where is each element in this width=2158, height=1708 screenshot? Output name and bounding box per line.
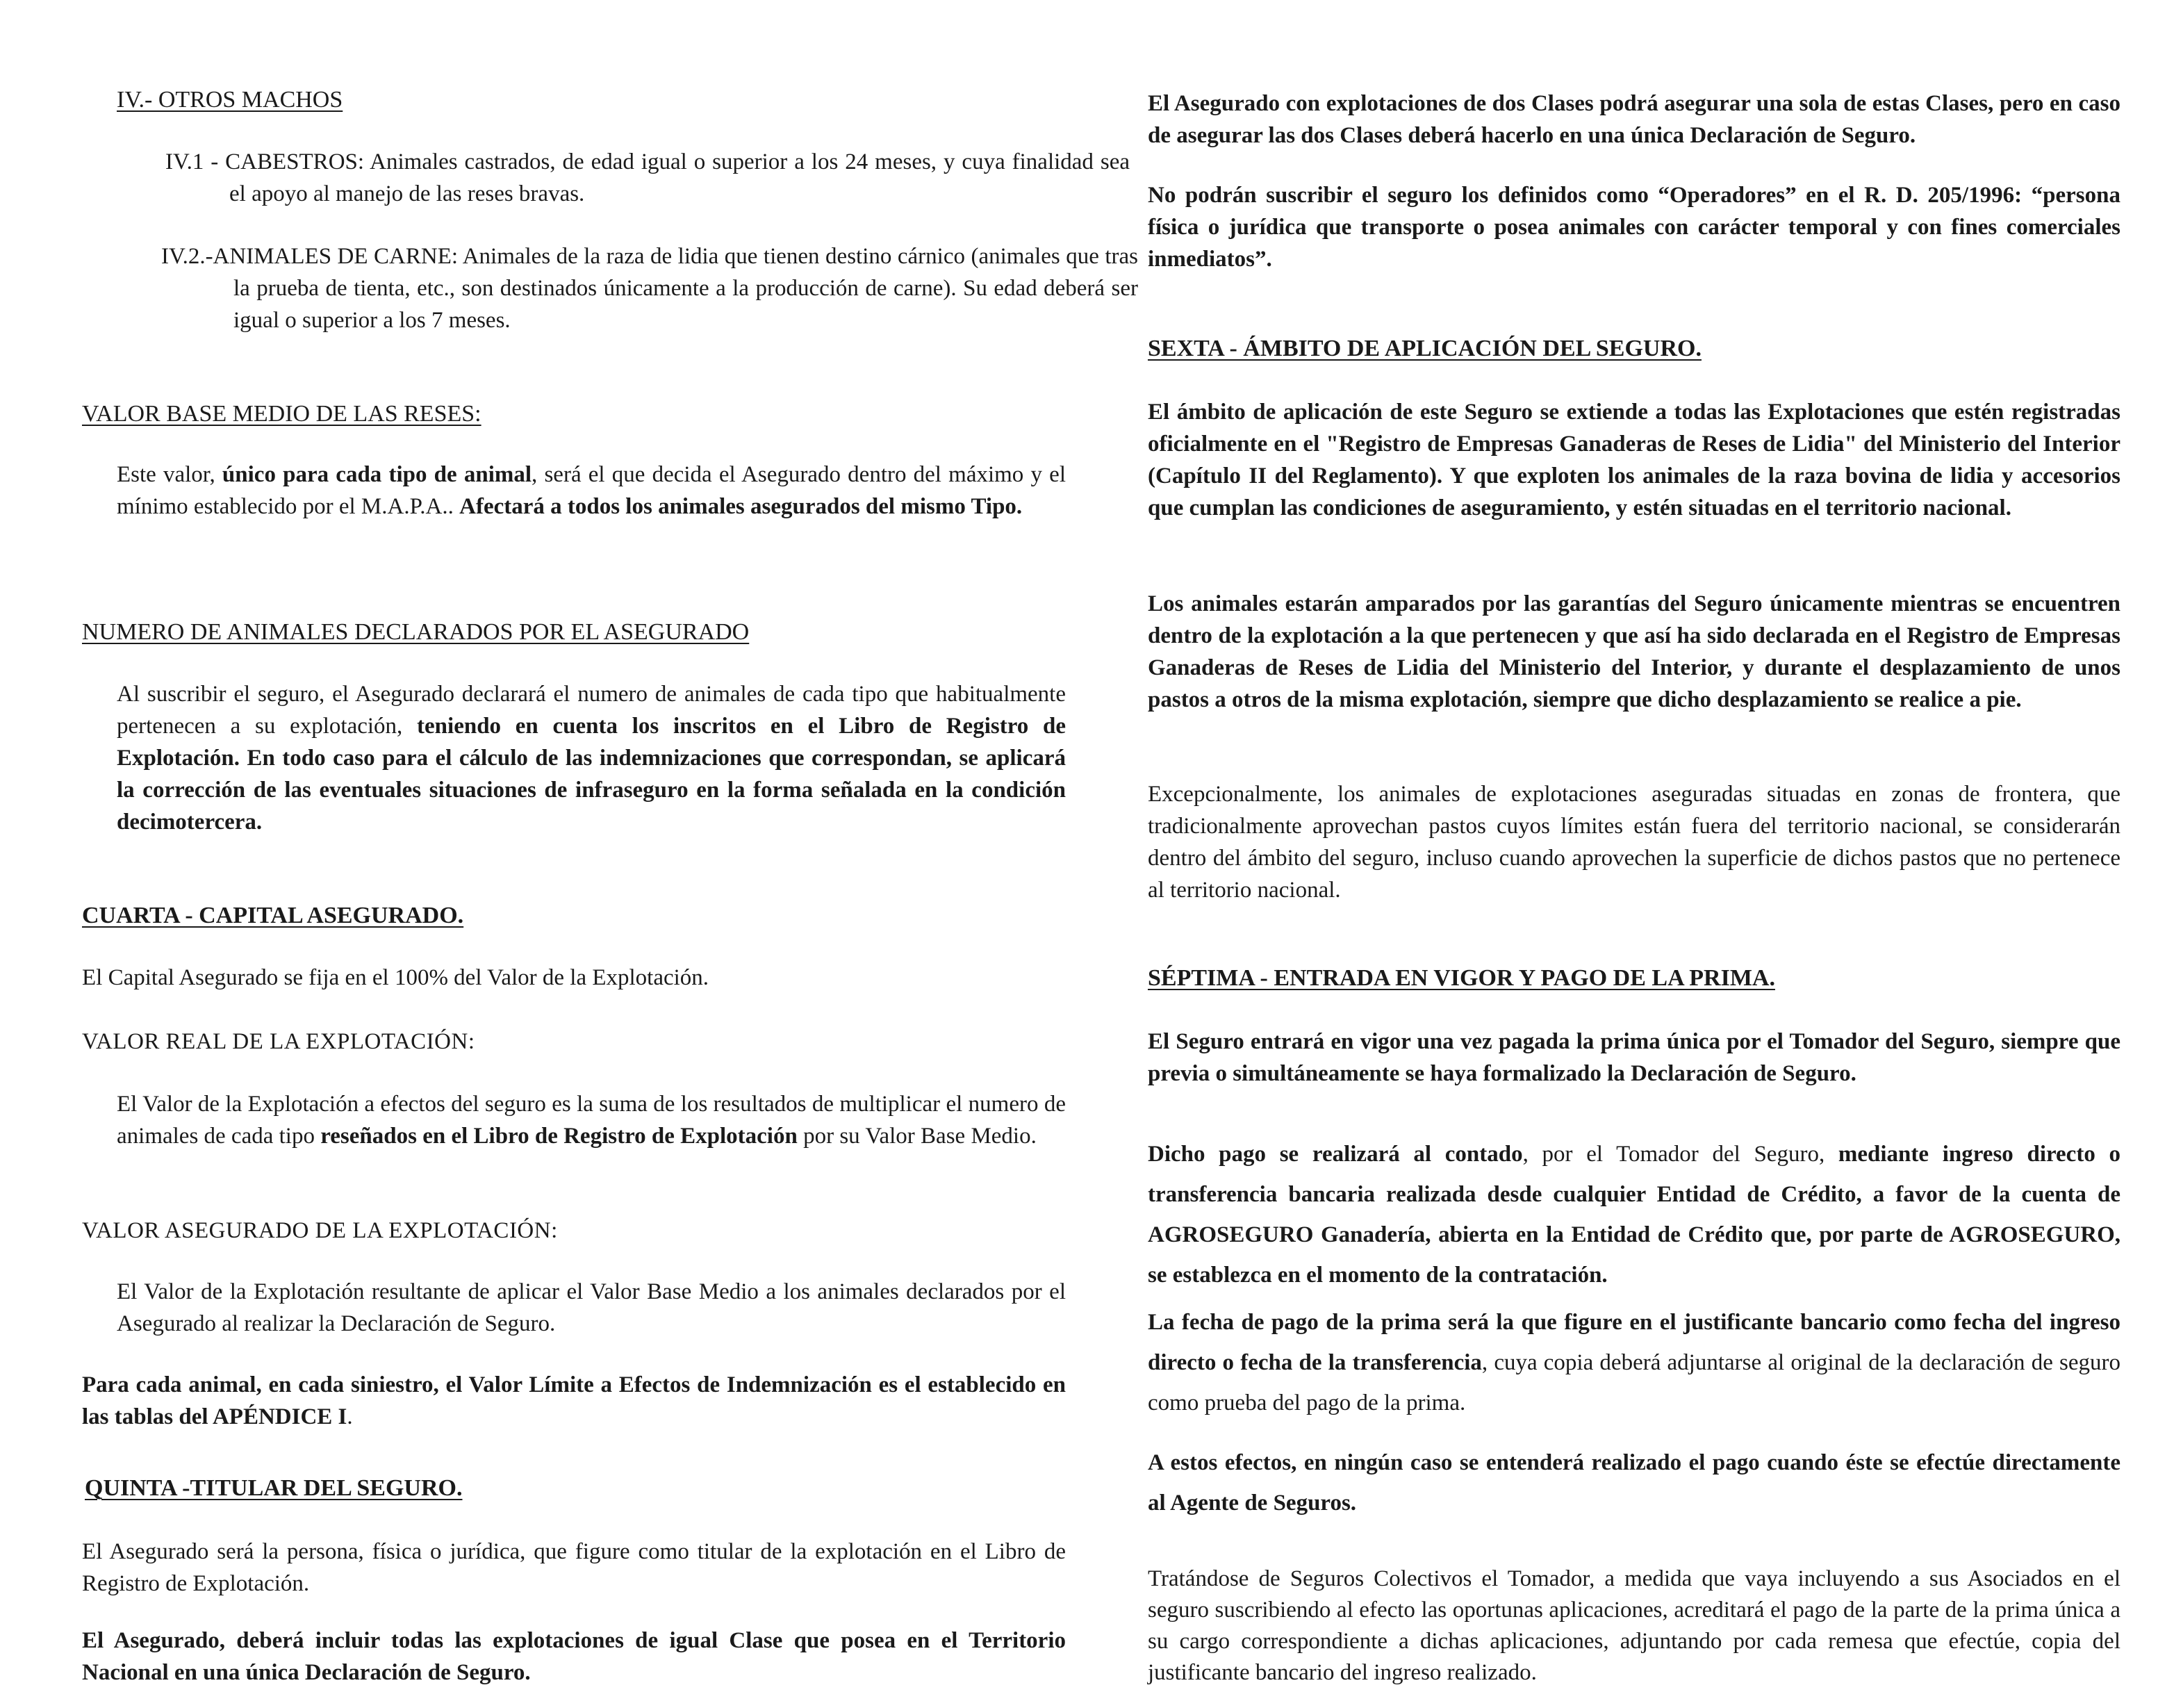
paragraph-valor-base-medio: Este valor, único para cada tipo de animal, será el que decida el Asegurado dentro del máximo y el mínimo establecido por el M.A.P.A.. Afectará a todos los animales asegurados del mismo Tipo.	[117, 462, 1066, 519]
heading-sexta-ambito: SEXTA - ÁMBITO DE APLICACIÓN DEL SEGURO.	[1148, 336, 1702, 361]
paragraph-ambito: El ámbito de aplicación de este Seguro se extiende a todas las Explotaciones que estén registradas oficialmente en el "Registro de Empresas Ganaderas de Reses de Lidia" del Ministerio del Interior (Capítulo II del Reglamento). Y que exploten los animales de la raza bovina de lidia y accesorios que cumplan las condiciones de aseguramiento, y estén situadas en el territorio nacional.	[1148, 400, 2120, 520]
paragraph-cabestros: IV.1 - CABESTROS: Animales castrados, de edad igual o superior a los 24 meses, y cuya finalidad sea el apoyo al manejo de las reses bravas.	[165, 149, 1130, 206]
paragraph-valor-limite: Para cada animal, en cada siniestro, el Valor Límite a Efectos de Indemnización es el establecido en las tablas del APÉNDICE I.	[82, 1372, 1066, 1429]
paragraph-amparados: Los animales estarán amparados por las garantías del Seguro únicamente mientras se encuentren dentro de la explotación a la que pertenecen y que así ha sido declarada en el Registro de Empresas Ganaderas de Reses de Lidia del Ministerio del Interior, y durante el desplazamiento de unos pastos a otros de la misma explotación, siempre que dicho desplazamiento se realice a pie.	[1148, 591, 2120, 712]
paragraph-animales-carne: IV.2.-ANIMALES DE CARNE: Animales de la raza de lidia que tienen destino cárnico (animales que tras la prueba de tienta, etc., son destinados únicamente a la producción de carne). Su edad deberá ser igual o superior a los 7 meses.	[161, 244, 1138, 333]
heading-valor-real: VALOR REAL DE LA EXPLOTACIÓN:	[82, 1029, 475, 1054]
paragraph-seguros-colectivos: Tratándose de Seguros Colectivos el Tomador, a medida que vaya incluyendo a sus Asociados en el seguro suscribiendo al efecto las oportunas aplicaciones, acreditará el pago de la parte de la prima única a su cargo correspondiente a dichas aplicaciones, adjuntando por cada remesa que efectúe, copia del justificante bancario del ingreso realizado.	[1148, 1566, 2120, 1685]
paragraph-valor-asegurado: El Valor de la Explotación resultante de aplicar el Valor Base Medio a los animales declarados por el Asegurado al realizar la Declaración de Seguro.	[117, 1279, 1066, 1336]
heading-numero-animales: NUMERO DE ANIMALES DECLARADOS POR EL ASEGURADO	[82, 619, 750, 645]
paragraph-frontera: Excepcionalmente, los animales de explotaciones aseguradas situadas en zonas de frontera, que tradicionalmente aprovechan pastos cuyos límites están fuera del territorio nacional, se considerarán dentro del ámbito del seguro, incluso cuando aprovechen la superficie de dichos pastos que no pertenece al territorio nacional.	[1148, 782, 2120, 903]
heading-valor-base-medio: VALOR BASE MEDIO DE LAS RESES:	[82, 401, 481, 427]
paragraph-entrada-vigor: El Seguro entrará en vigor una vez pagada la prima única por el Tomador del Seguro, siempre que previa o simultáneamente se haya formalizado la Declaración de Seguro.	[1148, 1029, 2120, 1086]
paragraph-agente-seguros: A estos efectos, en ningún caso se entenderá realizado el pago cuando éste se efectúe directamente al Agente de Seguros.	[1148, 1450, 2120, 1516]
paragraph-valor-real: El Valor de la Explotación a efectos del seguro es la suma de los resultados de multiplicar el numero de animales de cada tipo reseñados en el Libro de Registro de Explotación por su Valor Base Medio.	[117, 1092, 1066, 1149]
heading-cuarta-capital-asegurado: CUARTA - CAPITAL ASEGURADO.	[82, 903, 464, 928]
paragraph-dos-clases: El Asegurado con explotaciones de dos Clases podrá asegurar una sola de estas Clases, pero en caso de asegurar las dos Clases deberá hacerlo en una única Declaración de Seguro.	[1148, 91, 2120, 148]
heading-quinta-titular: QUINTA -TITULAR DEL SEGURO.	[85, 1475, 463, 1501]
paragraph-forma-pago: Dicho pago se realizará al contado, por el Tomador del Seguro, mediante ingreso directo o transferencia bancaria realizada desde cualquier Entidad de Crédito, a favor de la cuenta de AGROSEGURO Ganadería, abierta en la Entidad de Crédito que, por parte de AGROSEGURO, se establezca en el momento de la contratación.	[1148, 1142, 2121, 1288]
heading-valor-asegurado: VALOR ASEGURADO DE LA EXPLOTACIÓN:	[82, 1218, 558, 1243]
paragraph-capital-asegurado: El Capital Asegurado se fija en el 100% del Valor de la Explotación.	[82, 965, 709, 990]
paragraph-operadores: No podrán suscribir el seguro los definidos como “Operadores” en el R. D. 205/1996: “persona física o jurídica que transporte o posea animales con carácter temporal y con fines comerciales inmediatos”.	[1148, 183, 2120, 272]
heading-septima-entrada-vigor: SÉPTIMA - ENTRADA EN VIGOR Y PAGO DE LA PRIMA.	[1148, 965, 1775, 991]
paragraph-fecha-pago: La fecha de pago de la prima será la que figure en el justificante bancario como fecha del ingreso directo o fecha de la transferencia, cuya copia deberá adjuntarse al original de la declaración de seguro como prueba del pago de la prima.	[1148, 1310, 2120, 1415]
heading-otros-machos: IV.- OTROS MACHOS	[117, 87, 343, 113]
paragraph-todas-explotaciones: El Asegurado, deberá incluir todas las explotaciones de igual Clase que posea en el Territorio Nacional en una única Declaración de Seguro.	[82, 1628, 1066, 1685]
paragraph-titular: El Asegurado será la persona, física o jurídica, que figure como titular de la explotación en el Libro de Registro de Explotación.	[82, 1539, 1066, 1596]
paragraph-numero-animales: Al suscribir el seguro, el Asegurado declarará el numero de animales de cada tipo que habitualmente pertenecen a su explotación, teniendo en cuenta los inscritos en el Libro de Registro de Explotación. En todo caso para el cálculo de las indemnizaciones que correspondan, se aplicará la corrección de las eventuales situaciones de infraseguro en la forma señalada en la condición decimotercera.	[117, 682, 1066, 835]
